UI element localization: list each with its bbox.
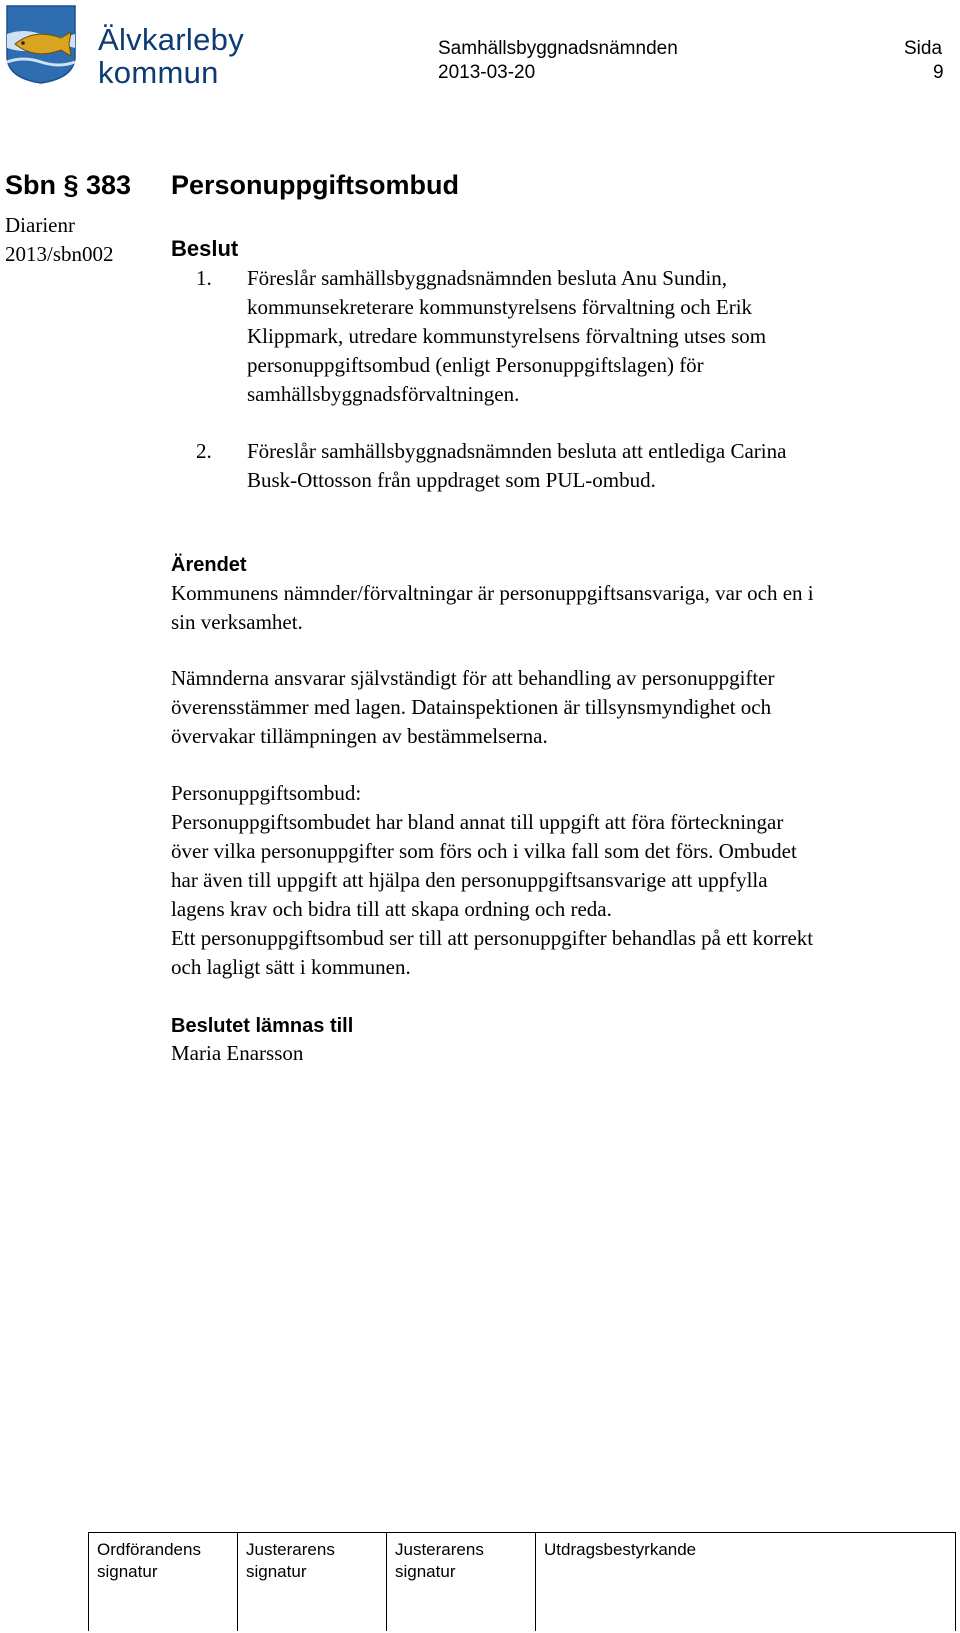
signature-label: Utdragsbestyrkande bbox=[544, 1540, 697, 1559]
paragraph-id: Sbn § 383 bbox=[5, 170, 132, 200]
text-line: Kommunens nämnder/förvaltningar är personuppgiftsansvariga, var och en i bbox=[171, 581, 814, 605]
signature-cell-certification bbox=[535, 1533, 956, 1631]
signature-label: Justerarens bbox=[395, 1540, 484, 1559]
arendet-heading: Ärendet bbox=[171, 554, 247, 576]
text-line: sin verksamhet. bbox=[171, 610, 303, 634]
beslut-item-1 bbox=[247, 264, 766, 409]
beslut-item-1-number: 1. bbox=[196, 266, 212, 290]
signature-cell-adjuster-1 bbox=[237, 1533, 386, 1631]
text-line: Föreslår samhällsbyggnadsnämnden besluta att entlediga Carina bbox=[247, 439, 787, 463]
header-page-number: 9 bbox=[933, 62, 944, 83]
text-line: har även till uppgift att hjälpa den personuppgiftsansvarige att uppfylla bbox=[171, 868, 768, 892]
signature-cell-chair bbox=[88, 1533, 237, 1631]
coat-of-arms-icon bbox=[5, 4, 77, 84]
arendet-paragraph-1 bbox=[171, 579, 814, 637]
beslut-item-2-number: 2. bbox=[196, 439, 212, 463]
signature-label: signatur bbox=[97, 1562, 158, 1581]
signature-cell-adjuster-2 bbox=[386, 1533, 535, 1631]
text-line: Klippmark, utredare kommunstyrelsens förvaltning utses som bbox=[247, 324, 767, 348]
header-date: 2013-03-20 bbox=[438, 62, 536, 83]
text-line: övervakar tillämpningen av bestämmelserna. bbox=[171, 724, 548, 748]
header-page-label: Sida bbox=[904, 38, 943, 59]
text-line: lagens krav och bidra till att skapa ordning och reda. bbox=[171, 897, 612, 921]
header-committee: Samhällsbyggnadsnämnden bbox=[438, 38, 678, 59]
text-line: och lagligt sätt i kommunen. bbox=[171, 955, 411, 979]
text-line: personuppgiftsombud (enligt Personuppgiftslagen) för bbox=[247, 353, 704, 377]
signature-label: signatur bbox=[395, 1562, 456, 1581]
text-line: samhällsbyggnadsförvaltningen. bbox=[247, 382, 520, 406]
signature-label: signatur bbox=[246, 1562, 307, 1581]
logo-name-line2: kommun bbox=[98, 55, 219, 90]
signature-table bbox=[88, 1532, 956, 1631]
text-line: Föreslår samhällsbyggnadsnämnden besluta Anu Sundin, bbox=[247, 266, 728, 290]
text-line: över vilka personuppgifter som förs och i vilka fall som det förs. Ombudet bbox=[171, 839, 797, 863]
signature-label: Justerarens bbox=[246, 1540, 335, 1559]
diarienr-label: Diarienr bbox=[5, 213, 75, 237]
text-line: Nämnderna ansvarar självständigt för att behandling av personuppgifter bbox=[171, 666, 775, 690]
text-line: kommunsekreterare kommunstyrelsens förvaltning och Erik bbox=[247, 295, 753, 319]
text-line: överensstämmer med lagen. Datainspektionen är tillsynsmyndighet och bbox=[171, 695, 772, 719]
diarienr-value: 2013/sbn002 bbox=[5, 242, 114, 266]
text-line: Personuppgiftsombud: bbox=[171, 781, 362, 805]
text-line: Ett personuppgiftsombud ser till att personuppgifter behandlas på ett korrekt bbox=[171, 926, 814, 950]
text-line: Personuppgiftsombudet har bland annat till uppgift att föra förteckningar bbox=[171, 810, 784, 834]
beslutet-lamnas-heading: Beslutet lämnas till bbox=[171, 1015, 354, 1037]
signature-label: Ordförandens bbox=[97, 1540, 201, 1559]
arendet-paragraph-3 bbox=[171, 779, 813, 982]
beslut-heading: Beslut bbox=[171, 236, 239, 261]
logo-name-line1: Älvkarleby bbox=[98, 22, 244, 57]
page-title: Personuppgiftsombud bbox=[171, 170, 459, 200]
beslutet-recipient: Maria Enarsson bbox=[171, 1041, 304, 1065]
text-line: Busk-Ottosson från uppdraget som PUL-ombud. bbox=[247, 468, 656, 492]
beslut-item-2 bbox=[247, 437, 786, 495]
arendet-paragraph-2 bbox=[171, 664, 775, 751]
